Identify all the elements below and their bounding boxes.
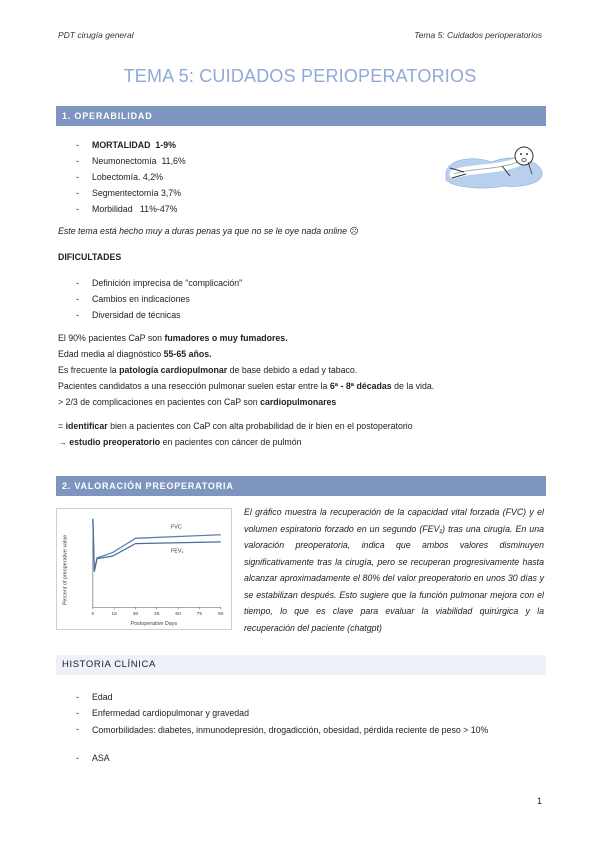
lying-figure-illustration bbox=[440, 132, 548, 194]
stat-value: 4,2% bbox=[142, 172, 163, 182]
fact-smokers: El 90% pacientes CaP son fumadores o muy fumadores. bbox=[58, 333, 288, 343]
header-right: Tema 5: Cuidados perioperatorios bbox=[414, 30, 542, 40]
stat-label: Morbilidad bbox=[92, 204, 133, 214]
header-left: PDT cirugía general bbox=[58, 30, 134, 40]
fact-cardiopulmonary: Es frecuente la patología cardiopulmonar de base debido a edad y tabaco. bbox=[58, 365, 358, 375]
series-line-fev1 bbox=[93, 519, 221, 570]
pulmonary-recovery-chart bbox=[56, 508, 232, 630]
stat-label: MORTALIDAD bbox=[92, 140, 151, 150]
stat-value: 11,6% bbox=[161, 156, 186, 166]
stat-value: 11%-47% bbox=[139, 204, 178, 214]
stat-label: Segmentectomía bbox=[92, 188, 159, 198]
x-tick-label: 60 bbox=[175, 612, 181, 618]
section-valoracion-heading: 2. VALORACIÓN PREOPERATORIA bbox=[56, 476, 546, 496]
x-tick-label: 0 bbox=[91, 612, 95, 618]
stat-value: 3,7% bbox=[160, 188, 182, 198]
page-number: 1 bbox=[536, 796, 542, 806]
stat-value: 1-9% bbox=[155, 140, 176, 150]
page-title: TEMA 5: CUIDADOS PERIOPERATORIOS bbox=[123, 66, 477, 86]
goal-study: → estudio preoperatorio en pacientes con cáncer de pulmón bbox=[58, 437, 302, 447]
y-axis-label: Percent of preoperative value bbox=[62, 534, 69, 606]
series-label: FEV₁ bbox=[170, 548, 184, 555]
x-tick-label: 90 bbox=[217, 612, 224, 618]
fact-complications: > 2/3 de complicaciones en pacientes con CaP son cardiopulmonares bbox=[58, 397, 337, 407]
x-tick-label: 45 bbox=[154, 612, 160, 618]
x-tick-label: 15 bbox=[111, 612, 117, 618]
section-operabilidad-heading: 1. OPERABILIDAD bbox=[56, 106, 546, 126]
goal-identify: = identificar bien a pacientes con CaP con alta probabilidad de ir bien en el postoperatorio bbox=[58, 421, 413, 431]
stat-label: Lobectomía. bbox=[92, 172, 141, 182]
series-line-fvc bbox=[93, 519, 221, 572]
historia-clinica-heading: HISTORIA CLÍNICA bbox=[56, 655, 546, 675]
online-note: Este tema está hecho muy a duras penas ya que no se le oye nada online ☹ bbox=[58, 226, 359, 236]
series-label: FVC bbox=[170, 524, 182, 531]
x-axis-label: Postoperative Days bbox=[130, 621, 178, 628]
fact-age: Edad media al diagnóstico 55-65 años. bbox=[58, 349, 212, 359]
x-tick-label: 75 bbox=[196, 612, 203, 618]
stat-label: Neumonectomía bbox=[92, 156, 157, 166]
chart-explanation: El gráfico muestra la recuperación de la capacidad vital forzada (FVC) y el volumen espiratorio forzado en un segundo (FEV₁) tras una cirugía. En una valoración preoperatoria, indica que ambos valores disminuyen significativamente tras la cirugía, pero se recuperan progresivamente hasta alcanzar aproximadamente el 80% del valor preoperatorio en unos 30 días y se estabilizan después. Esto sugiere que la función pulmonar mejora con el tiempo, lo que es clave para evaluar la viabilidad quirúrgica y la recuperación del paciente (chatgpt) bbox=[244, 507, 544, 633]
difficulties-title: DIFICULTADES bbox=[58, 252, 122, 262]
fact-decades: Pacientes candidatos a una resección pulmonar suelen estar entre la 6ª - 8ª décadas de la vida. bbox=[58, 381, 435, 391]
x-tick-label: 30 bbox=[132, 612, 139, 618]
